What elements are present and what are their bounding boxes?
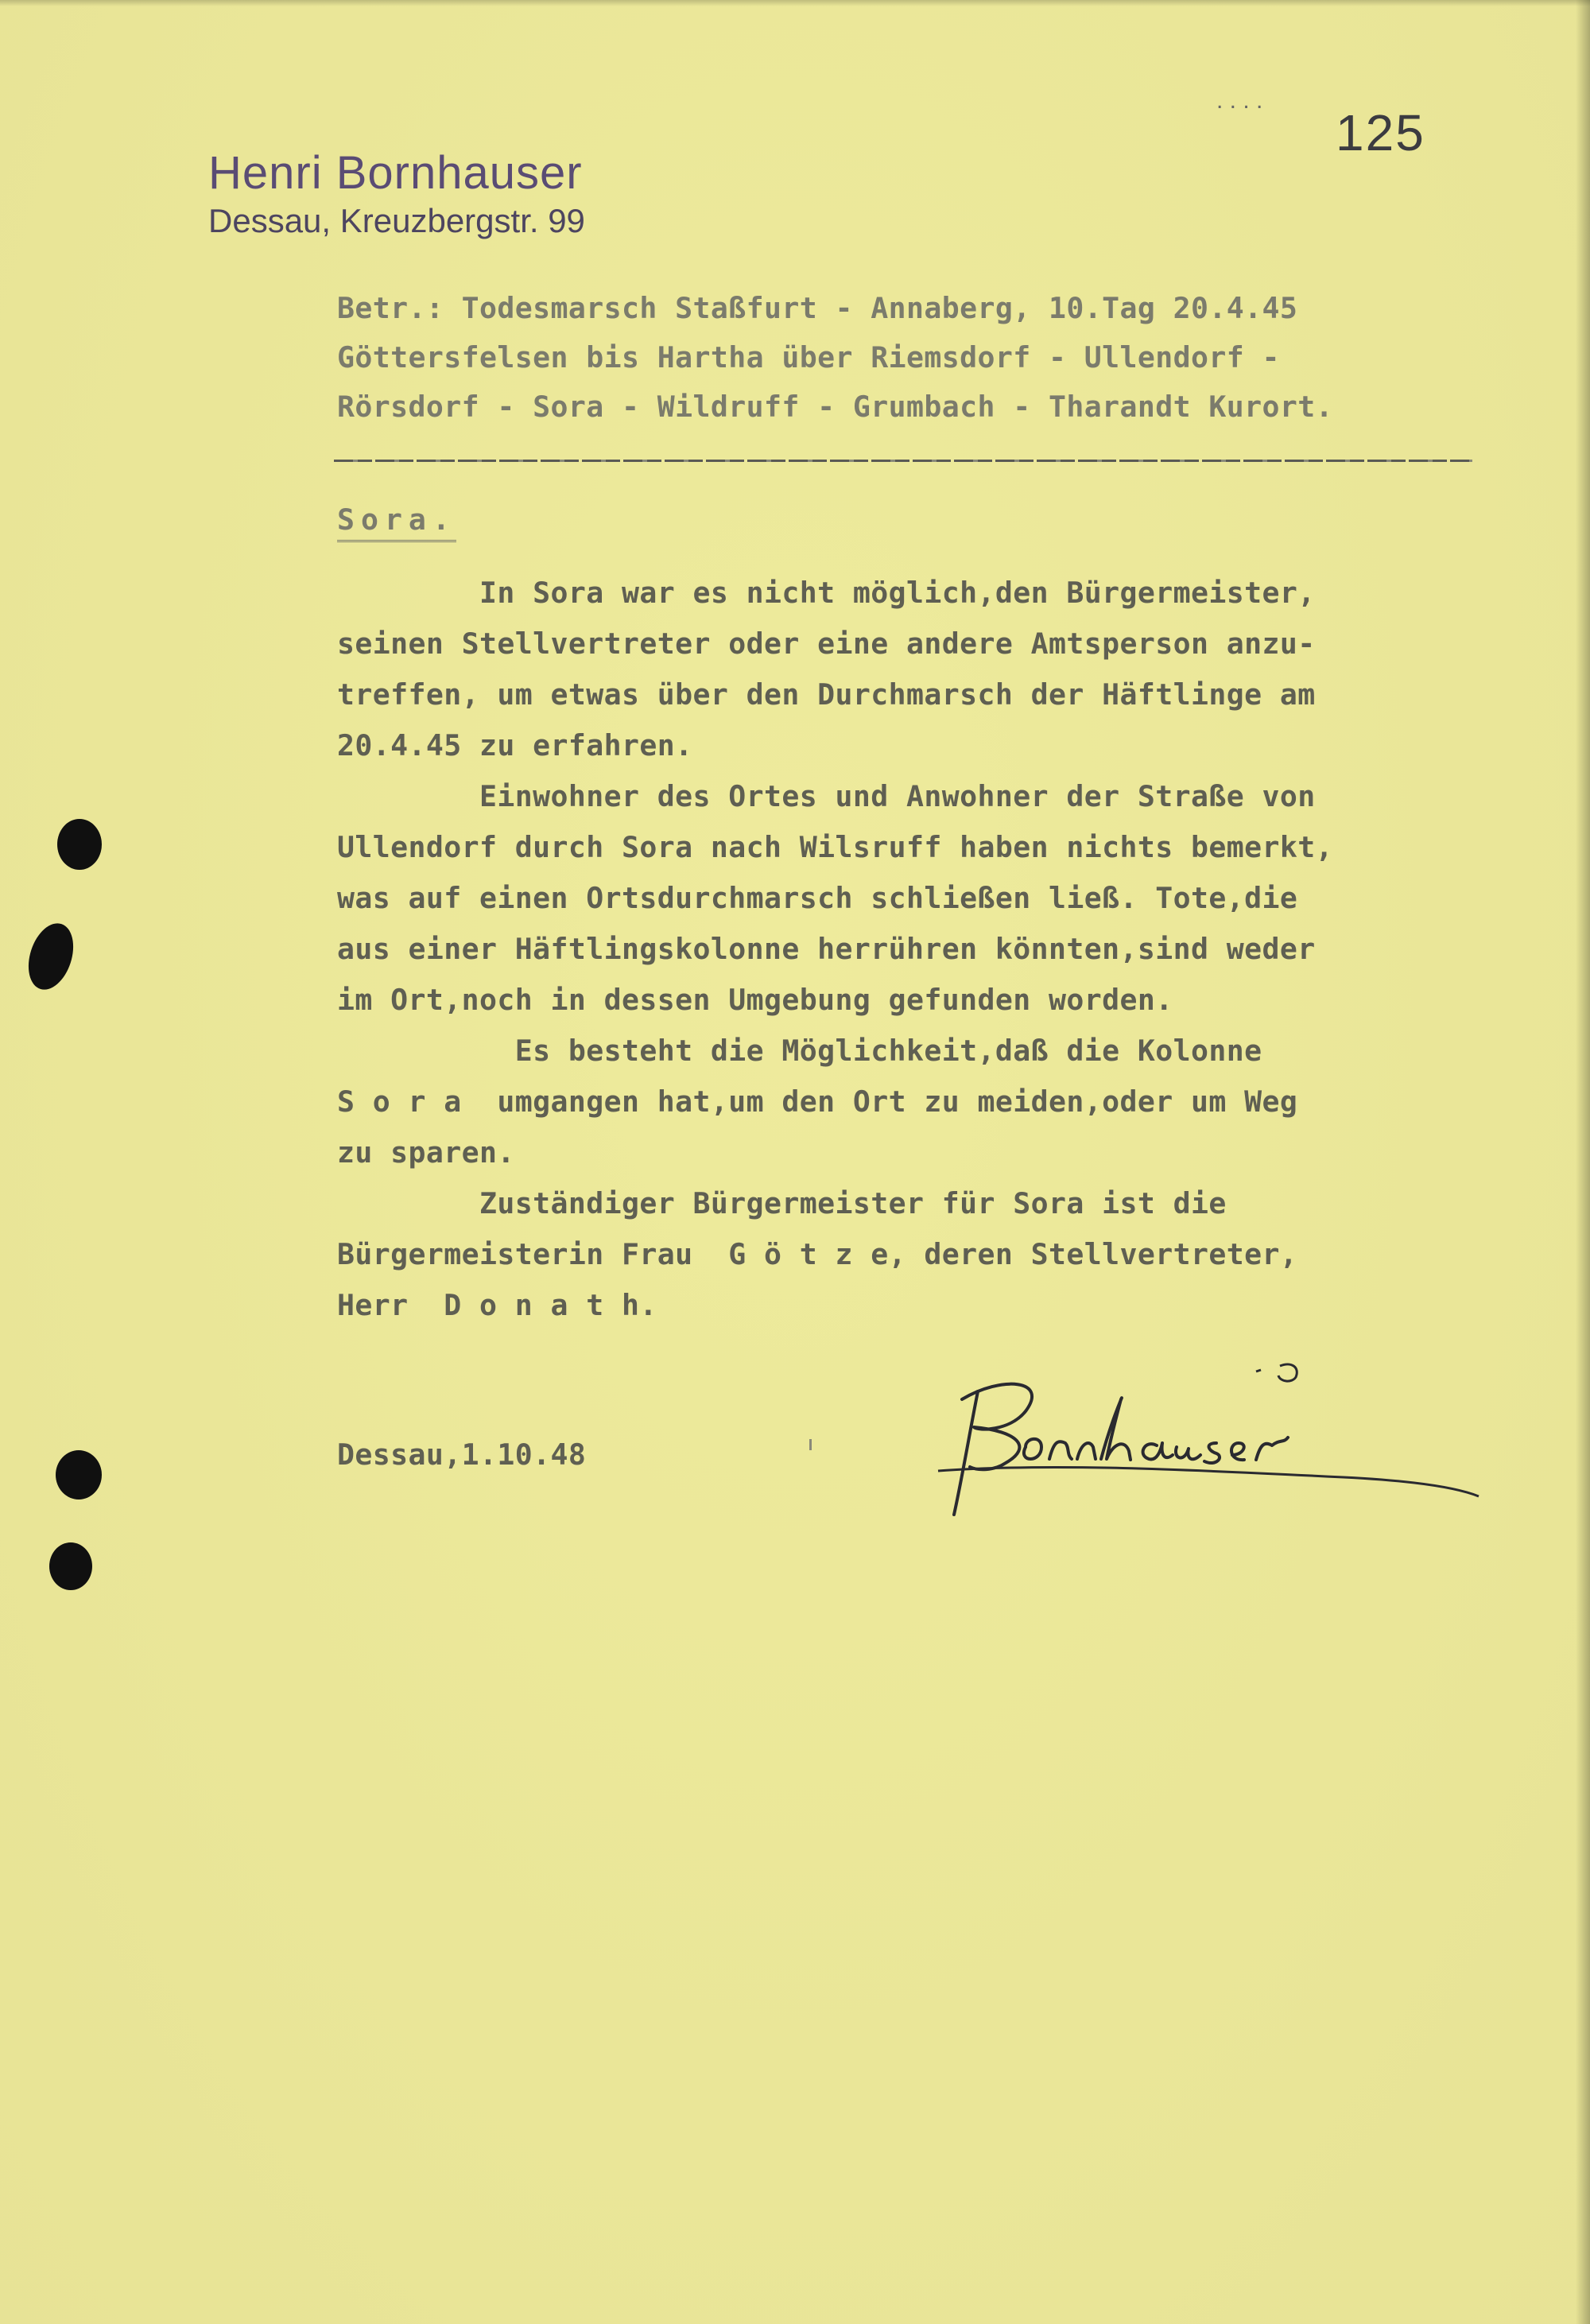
body-line-14: Bürgermeisterin Frau G ö t z e, deren Stellvertreter, [337,1237,1298,1271]
subject-line-3: Rörsdorf - Sora - Wildruff - Grumbach - Tharandt Kurort. [337,390,1333,424]
body-line-13: Zuständiger Bürgermeister für Sora ist die [337,1186,1227,1220]
body-line-9: im Ort,noch in dessen Umgebung gefunden worden. [337,983,1173,1017]
page-number: 125 [1336,104,1425,161]
body-line-4: 20.4.45 zu erfahren. [337,728,693,762]
body-line-5: Einwohner des Ortes und Anwohner der Straße von [337,779,1316,813]
page-edge-right [1576,0,1590,2324]
page-edge-top [0,0,1590,6]
body-line-8: aus einer Häftlingskolonne herrühren könnten,sind weder [337,932,1316,966]
body-line-11: S o r a umgangen hat,um den Ort zu meiden,oder um Weg [337,1084,1298,1119]
body-line-2: seinen Stellvertreter oder eine andere Amtsperson anzu- [337,627,1316,661]
subject-line-2: Göttersfelsen bis Hartha über Riemsdorf - Ullendorf - [337,340,1280,374]
body-line-7: was auf einen Ortsdurchmarsch schließen ließ. Tote,die [337,881,1298,915]
letterhead-address: Dessau, Kreuzbergstr. 99 [208,202,585,239]
signature [930,1344,1487,1527]
stray-mark [809,1439,812,1450]
subject-line-1: Betr.: Todesmarsch Staßfurt - Annaberg, 10.Tag 20.4.45 [337,291,1298,325]
section-heading: Sora. [337,502,456,542]
body-line-12: zu sparen. [337,1135,515,1170]
page-corner-marks: . . . . [1216,87,1263,114]
date-line: Dessau,1.10.48 [337,1437,587,1472]
punch-hole [56,1450,102,1500]
punch-hole [49,1542,92,1590]
letterhead-name: Henri Bornhauser [208,147,583,199]
body-line-15: Herr D o n a t h. [337,1288,657,1322]
body-line-3: treffen, um etwas über den Durchmarsch der Häftlinge am [337,677,1316,712]
body-line-10: Es besteht die Möglichkeit,daß die Kolonne [337,1034,1262,1068]
body-line-6: Ullendorf durch Sora nach Wilsruff haben nichts bemerkt, [337,830,1333,864]
punch-hole [57,819,102,870]
subject-divider [334,460,1472,462]
body-line-1: In Sora war es nicht möglich,den Bürgermeister, [337,576,1316,610]
punch-hole [21,918,81,995]
